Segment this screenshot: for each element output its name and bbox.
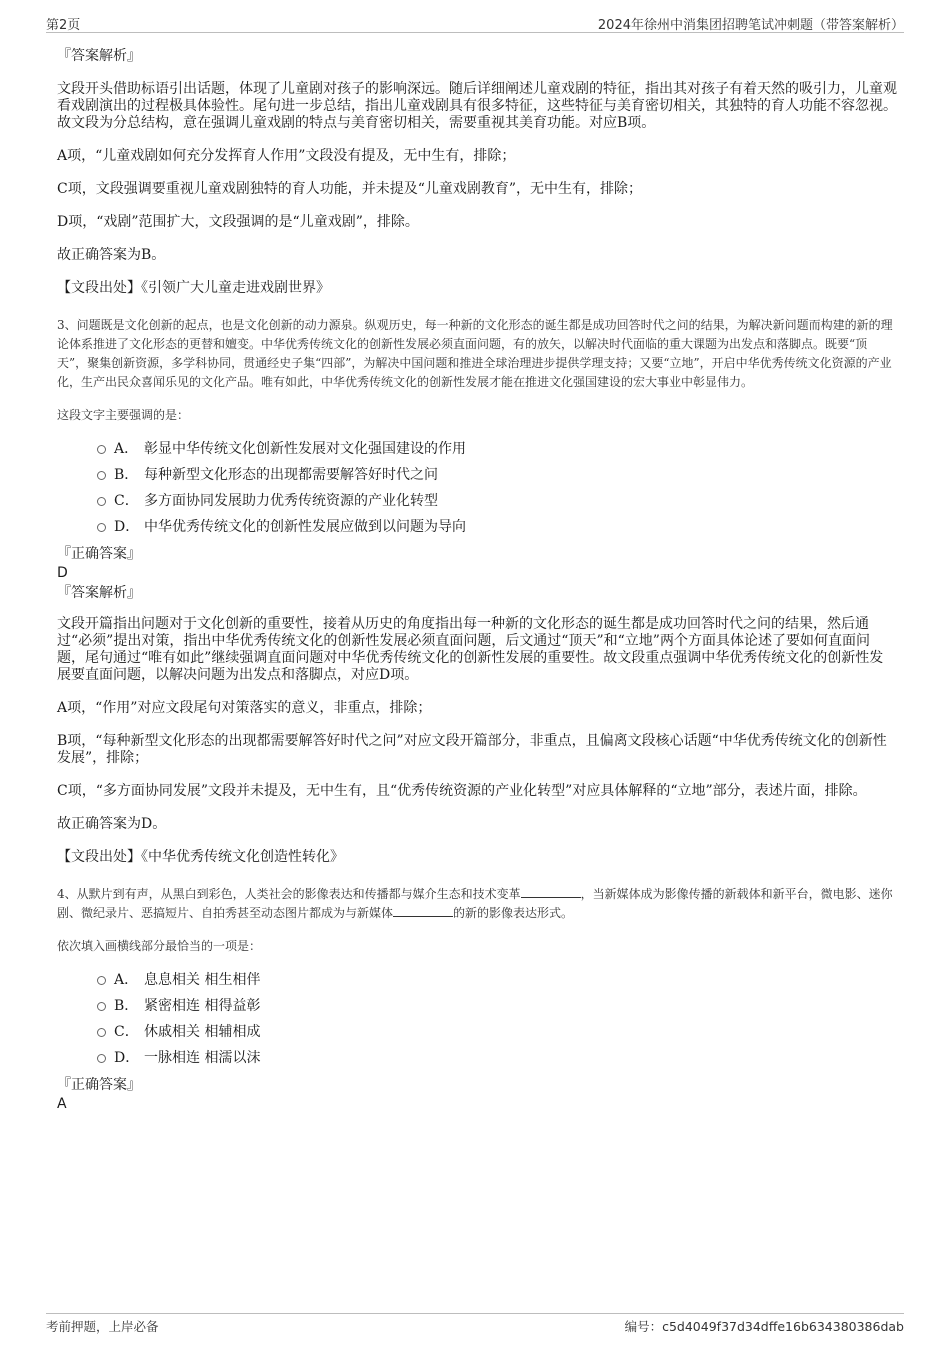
q3-analysis-para: 故正确答案为D。 <box>57 816 167 832</box>
q2-analysis-label: 『答案解析』 <box>57 48 141 64</box>
page-number: 第2页 <box>46 18 81 33</box>
q2-analysis-para: 故正确答案为B。 <box>57 247 166 263</box>
radio-button-icon[interactable] <box>97 1002 106 1011</box>
q3-analysis-para: B项，“每种新型文化形态的出现都需要解答好时代之问”对应文段开篇部分，非重点，且偏离文段核心话题“中华优秀传统文化的创新性发展”，排除； <box>57 733 887 766</box>
q4-options <box>57 967 897 1071</box>
q4-option-d[interactable]: D． 一脉相连 相濡以沫 <box>57 1045 897 1071</box>
q3-analysis-para: C项，“多方面协同发展”文段并未提及，无中生有，且“优秀传统资源的产业化转型”对应具体解释的“立地”部分，表述片面，排除。 <box>57 783 867 799</box>
page-content <box>57 44 897 1113</box>
radio-button-icon[interactable] <box>97 1028 106 1037</box>
q3-option-b[interactable]: B． 每种新型文化形态的出现都需要解答好时代之问 <box>57 462 897 488</box>
radio-button-icon[interactable] <box>97 471 106 480</box>
q4-prompt: 依次填入画横线部分最恰当的一项是： <box>57 939 262 953</box>
q3-option-a[interactable]: A． 彰显中华传统文化创新性发展对文化强国建设的作用 <box>57 436 897 462</box>
fill-blank <box>393 905 453 917</box>
footer-slogan: 考前押题，上岸必备 <box>46 1319 159 1334</box>
q4-question-text: 4、从默片到有声，从黑白到彩色，人类社会的影像表达和传播都与媒介生态和技术变革 ，当新媒体成为影像传播的新载体和新平台，微电影、迷你剧、微纪录片、恶搞短片、自拍秀甚至动态图片都成为与新媒体 的新的影像表达形式。 <box>57 887 893 920</box>
q3-question-text: 3、问题既是文化创新的起点，也是文化创新的动力源泉。纵观历史，每一种新的文化形态的诞生都是成功回答时代之问的结果，为解决新问题而构建的新的理论体系推进了文化形态的更替和嬗变。中华优秀传统文化的创新性发展必须直面问题，有的放矢，以解决时代面临的重大课题为出发点和落脚点。既要“顶天”，聚集创新资源，多学科协同，贯通经史子集“四部”，为解决中国问题和推进全球治理进步提供学理支持；又要“立地”，开启中华优秀传统文化资源的产业化，生产出民众喜闻乐见的文化产品。唯有如此，中华优秀传统文化的创新性发展才能在推进文化强国建设的宏大事业中彰显伟力。 <box>57 318 893 389</box>
q2-analysis-para: D项，“戏剧”范围扩大，文段强调的是“儿童戏剧”，排除。 <box>57 214 419 230</box>
q3-analysis-label: 『答案解析』 <box>57 585 141 601</box>
radio-button-icon[interactable] <box>97 976 106 985</box>
radio-button-icon[interactable] <box>97 523 106 532</box>
page-footer <box>46 1313 904 1338</box>
q2-analysis-para: C项，文段强调要重视儿童戏剧独特的育人功能，并未提及“儿童戏剧教育”，无中生有，排除； <box>57 181 643 197</box>
radio-button-icon[interactable] <box>97 1054 106 1063</box>
q4-option-c[interactable]: C． 休戚相关 相辅相成 <box>57 1019 897 1045</box>
q3-prompt: 这段文字主要强调的是： <box>57 408 190 422</box>
q3-source: 【文段出处】《中华优秀传统文化创造性转化》 <box>57 849 344 865</box>
q3-options <box>57 436 897 540</box>
q3-analysis-para: 文段开篇指出问题对于文化创新的重要性，接着从历史的角度指出每一种新的文化形态的诞生都是成功回答时代之问的结果，然后通过“必须”提出对策，指出中华优秀传统文化的创新性发展必须直面问题，后文通过“顶天”和“立地”两个方面具体论述了要如何直面问题，尾句通过“唯有如此”继续强调直面问题对中华优秀传统文化的创新性发展的重要性。故文段重点强调中华优秀传统文化的创新性发展要直面问题，以解决问题为出发点和落脚点，对应D项。 <box>57 616 884 683</box>
document-id: 编号：c5d4049f37d34dffe16b634380386dab <box>624 1319 904 1334</box>
q3-option-c[interactable]: C． 多方面协同发展助力优秀传统资源的产业化转型 <box>57 488 897 514</box>
q3-answer-label: 『正确答案』 <box>57 546 141 562</box>
q4-option-a[interactable]: A． 息息相关 相生相伴 <box>57 967 897 993</box>
fill-blank <box>521 886 581 898</box>
radio-button-icon[interactable] <box>97 445 106 454</box>
q4-answer-label: 『正确答案』 <box>57 1077 141 1093</box>
q2-analysis-para: A项，“儿童戏剧如何充分发挥育人作用”文段没有提及，无中生有，排除； <box>57 148 516 164</box>
q2-analysis-para: 文段开头借助标语引出话题，体现了儿童剧对孩子的影响深远。随后详细阐述儿童戏剧的特征，指出其对孩子有着天然的吸引力，儿童观看戏剧演出的过程极具体验性。尾句进一步总结，指出儿童戏剧具有很多特征，这些特征与美育密切相关，其独特的育人功能不容忽视。故文段为分总结构，意在强调儿童戏剧的特点与美育密切相关，需要重视其美育功能。对应B项。 <box>57 81 897 131</box>
q3-option-d[interactable]: D． 中华优秀传统文化的创新性发展应做到以问题为导向 <box>57 514 897 540</box>
radio-button-icon[interactable] <box>97 497 106 506</box>
q3-answer: D <box>57 565 68 581</box>
document-title: 2024年徐州中消集团招聘笔试冲刺题（带答案解析） <box>597 18 904 33</box>
q3-analysis-para: A项，“作用”对应文段尾句对策落实的意义，非重点，排除； <box>57 700 432 716</box>
page-header <box>46 10 904 33</box>
q4-answer: A <box>57 1096 67 1112</box>
q2-source: 【文段出处】《引领广大儿童走进戏剧世界》 <box>57 280 330 296</box>
q4-option-b[interactable]: B． 紧密相连 相得益彰 <box>57 993 897 1019</box>
